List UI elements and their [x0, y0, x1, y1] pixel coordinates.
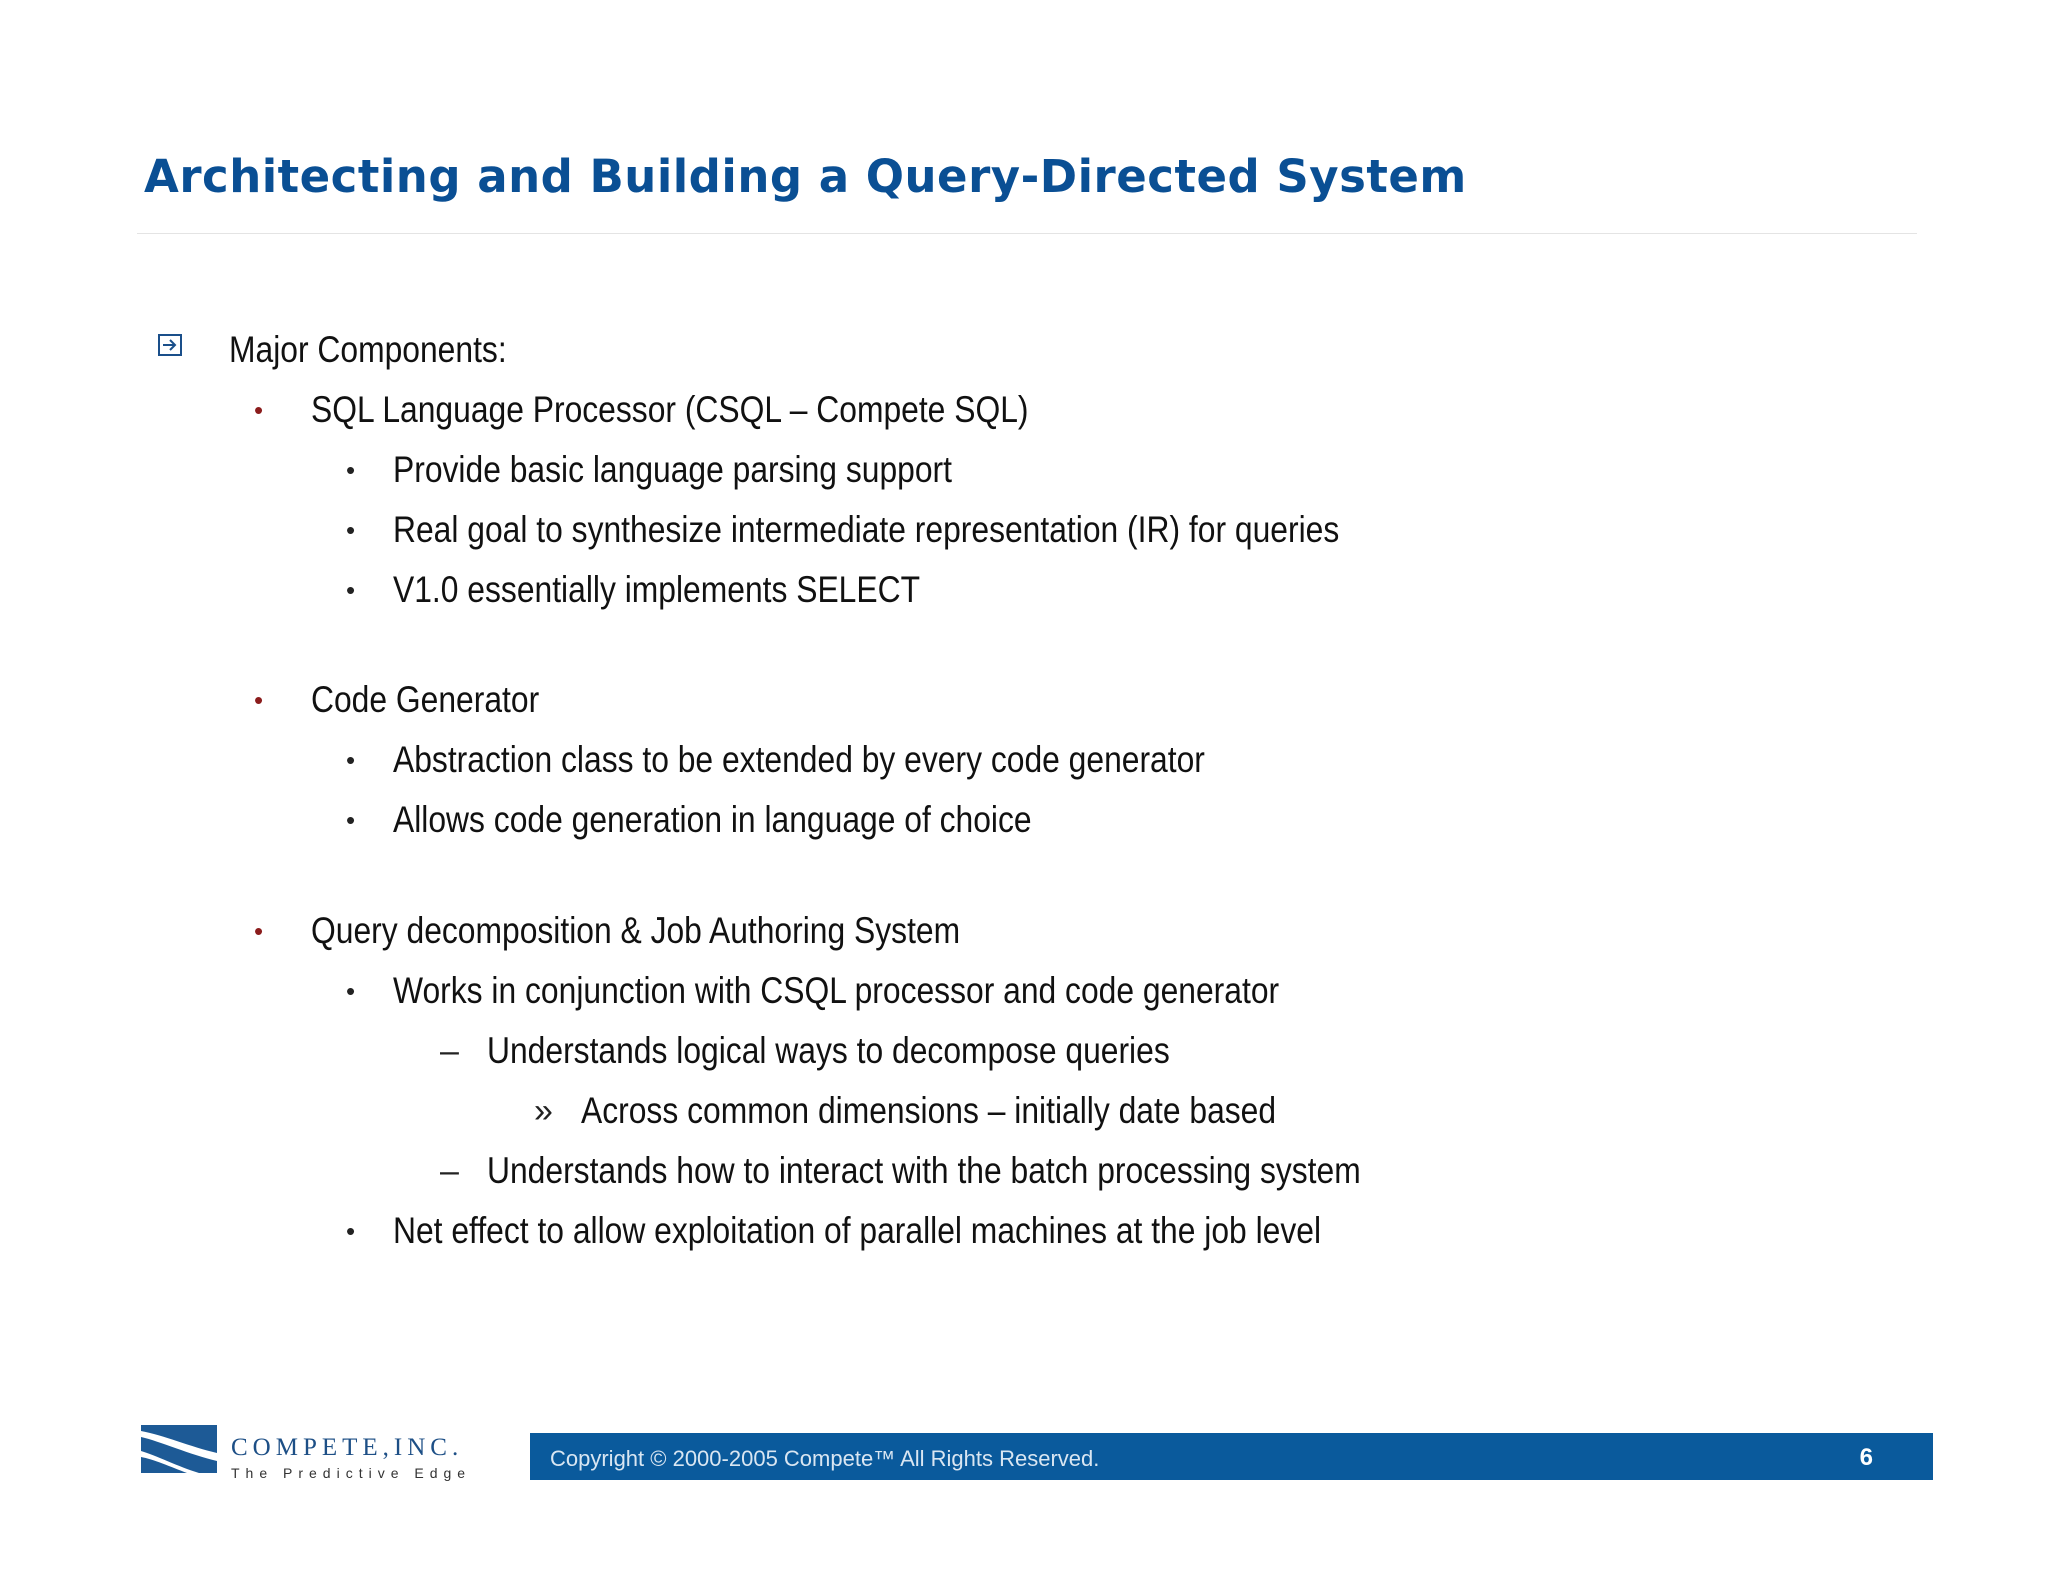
item-text: Works in conjunction with CSQL processor and code generator	[393, 970, 1280, 1011]
logo-tagline: The Predictive Edge	[231, 1465, 472, 1481]
item-bullet: •	[346, 805, 356, 835]
sub-item-text: Understands logical ways to decompose queries	[487, 1030, 1170, 1071]
sub-item-dash: –	[440, 1032, 459, 1070]
major-components-heading: Major Components:	[229, 329, 507, 370]
section-query-decomposition: Query decomposition & Job Authoring System	[311, 910, 961, 951]
section-code-generator: Code Generator	[311, 679, 540, 720]
item-text: V1.0 essentially implements SELECT	[393, 569, 921, 610]
item-bullet: •	[346, 575, 356, 605]
item-bullet: •	[346, 976, 356, 1006]
section-bullet: •	[254, 916, 264, 946]
section-bullet: •	[254, 685, 264, 715]
slide-title: Architecting and Building a Query-Directed System	[144, 150, 1467, 203]
item-text: Real goal to synthesize intermediate representation (IR) for queries	[393, 509, 1340, 550]
logo-name: COMPETE,INC.	[231, 1434, 464, 1461]
item-bullet: •	[346, 1216, 356, 1246]
item-text: Provide basic language parsing support	[393, 449, 952, 490]
sub-sub-item-text: Across common dimensions – initially date based	[581, 1090, 1277, 1131]
copyright-text: Copyright © 2000-2005 Compete™ All Rights Reserved.	[550, 1446, 1100, 1471]
item-text: Net effect to allow exploitation of parallel machines at the job level	[393, 1210, 1322, 1251]
page-number: 6	[1859, 1444, 1873, 1471]
compete-logo-icon	[139, 1417, 219, 1481]
item-bullet: •	[346, 455, 356, 485]
sub-item-text: Understands how to interact with the batch processing system	[487, 1150, 1361, 1191]
section-sql-language-processor: SQL Language Processor (CSQL – Compete SQL)	[311, 389, 1029, 430]
title-divider	[137, 233, 1917, 234]
sub-item-dash: –	[440, 1152, 459, 1190]
arrow-box-icon	[158, 334, 182, 356]
item-text: Allows code generation in language of choice	[393, 799, 1032, 840]
footer-bar	[530, 1433, 1933, 1480]
item-bullet: •	[346, 515, 356, 545]
item-bullet: •	[346, 745, 356, 775]
sub-sub-item-marker: »	[534, 1092, 553, 1130]
item-text: Abstraction class to be extended by every code generator	[393, 739, 1205, 780]
section-bullet: •	[254, 395, 264, 425]
